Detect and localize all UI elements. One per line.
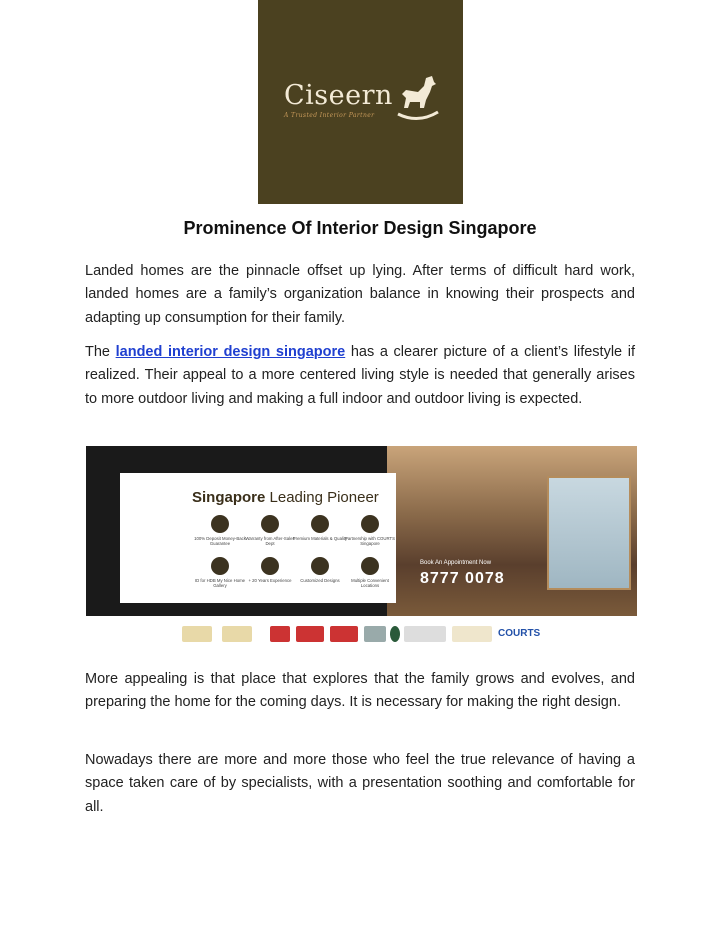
logo-wordmark: Ciseern bbox=[284, 80, 393, 111]
book-appointment-text: Book An Appointment Now bbox=[420, 560, 492, 566]
thumbs-up-icon bbox=[311, 515, 329, 533]
feature-item bbox=[342, 515, 398, 546]
partner-badge bbox=[270, 626, 290, 642]
landed-interior-design-link[interactable]: landed interior design singapore bbox=[115, 344, 346, 360]
feature-label: + 20 Years Experience bbox=[248, 578, 292, 583]
feature-label: Premium Materials & Quality bbox=[292, 536, 348, 541]
heart-icon bbox=[211, 515, 229, 533]
promo-banner-image bbox=[86, 446, 637, 654]
feature-label: Multiple Convenient Locations bbox=[351, 578, 389, 588]
living-room-photo bbox=[387, 446, 637, 616]
partner-badge bbox=[364, 626, 386, 642]
paragraph-3: More appealing is that place that explores that the family grows and evolves, and preparing the home for the coming days. It is necessary for making the right design. bbox=[85, 671, 635, 711]
window-view bbox=[547, 476, 631, 590]
partner-logo-strip bbox=[86, 616, 637, 654]
rocking-dog-icon bbox=[396, 74, 440, 122]
feature-item bbox=[192, 515, 248, 546]
partner-badge bbox=[404, 626, 446, 642]
paragraph-2-lead: The bbox=[85, 344, 116, 360]
trusted-partner-badge bbox=[452, 626, 492, 642]
feature-item bbox=[242, 557, 298, 583]
paragraph-2 bbox=[85, 341, 635, 411]
feature-label: ID for HDB My Nice Home Gallery bbox=[194, 578, 246, 588]
banner-headline bbox=[192, 489, 379, 506]
award-badge bbox=[182, 626, 212, 642]
award-icon bbox=[261, 515, 279, 533]
paragraph-4: Nowadays there are more and more those who feel the true relevance of having a space taken care of by specialists, with a presentation soothing and comfortable for all. bbox=[85, 752, 635, 815]
partner-badge bbox=[390, 626, 400, 642]
feature-label: Customized Designs bbox=[300, 578, 340, 583]
feature-label: 100% Deposit Money-Back Guarantee bbox=[194, 536, 246, 546]
banner-headline-bold: Singapore bbox=[192, 489, 266, 506]
courts-logo: COURTS bbox=[498, 628, 541, 639]
paragraph-1: Landed homes are the pinnacle offset up lying. After terms of difficult hard work, landed homes are a family’s organization balance in knowing their prospects and adapting up consumption for their family. bbox=[85, 263, 635, 326]
paragraph-2-rest: has a clearer picture of a client’s lifestyle if realized. Their appeal to a more centered living style is needed that generally arises to more outdoor living and making a full indoor and outdoor living is expected. bbox=[85, 344, 635, 407]
logo-tagline: A Trusted Interior Partner bbox=[284, 112, 375, 119]
company-logo bbox=[258, 0, 463, 204]
clock-icon bbox=[261, 557, 279, 575]
award-badge bbox=[222, 626, 252, 642]
feature-item bbox=[292, 515, 348, 541]
feature-label: Warranty from After-Sales Dept bbox=[245, 536, 295, 546]
feature-item bbox=[292, 557, 348, 583]
partner-badge bbox=[330, 626, 358, 642]
partner-badge bbox=[296, 626, 324, 642]
phone-number: 8777 0078 bbox=[420, 570, 505, 587]
feature-item bbox=[342, 557, 398, 588]
pencil-icon bbox=[311, 557, 329, 575]
handshake-icon bbox=[361, 515, 379, 533]
banner-headline-light: Leading Pioneer bbox=[265, 489, 379, 506]
map-icon bbox=[361, 557, 379, 575]
feature-item bbox=[242, 515, 298, 546]
location-icon bbox=[211, 557, 229, 575]
feature-item bbox=[192, 557, 248, 588]
banner-feature-card bbox=[120, 473, 396, 603]
page-title: Prominence Of Interior Design Singapore bbox=[183, 218, 537, 238]
feature-label: Partnership with COURTS Singapore bbox=[344, 536, 396, 546]
